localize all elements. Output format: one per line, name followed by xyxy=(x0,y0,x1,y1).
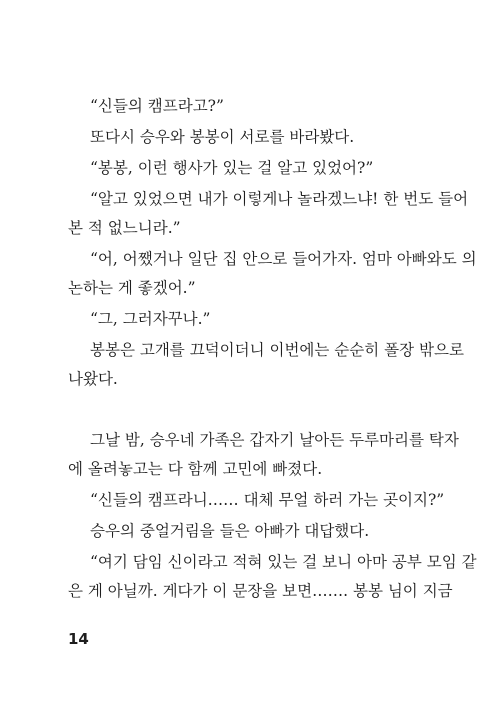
text-line-13: “신들의 캠프라니…… 대체 무얼 하러 가는 곳이지?” xyxy=(90,491,445,509)
text-line-15: “여기 담임 신이라고 적혀 있는 걸 보니 아마 공부 모임 같 xyxy=(90,553,477,571)
text-line-5: 본 적 없느니라.” xyxy=(68,219,181,237)
text-line-3: “봉봉, 이런 행사가 있는 걸 알고 있었어?” xyxy=(90,159,374,177)
text-line-6: “어, 어쨌거나 일단 집 안으로 들어가자. 엄마 아빠와도 의 xyxy=(90,250,477,268)
text-line-11: 그날 밤, 승우네 가족은 갑자기 날아든 두루마리를 탁자 xyxy=(90,431,459,449)
text-line-14: 승우의 중얼거림을 들은 아빠가 대답했다. xyxy=(90,522,370,540)
text-line-10: 나왔다. xyxy=(68,370,118,388)
text-line-1: “신들의 캠프라고?” xyxy=(90,97,224,115)
text-line-9: 봉봉은 고개를 끄덕이더니 이번에는 순순히 폴장 밖으로 xyxy=(90,341,464,359)
text-line-2: 또다시 승우와 봉봉이 서로를 바라봤다. xyxy=(90,128,355,146)
text-line-16: 은 게 아닐까. 게다가 이 문장을 보면……. 봉봉 님이 지금 xyxy=(68,582,453,600)
text-line-4: “알고 있었으면 내가 이렇게나 놀라겠느냐! 한 번도 들어 xyxy=(90,190,469,208)
text-line-12: 에 올려놓고는 다 함께 고민에 빠졌다. xyxy=(68,460,323,478)
text-line-7: 논하는 게 좋겠어.” xyxy=(68,279,196,297)
page-number: 14 xyxy=(68,630,89,648)
text-line-8: “그, 그러자꾸나.” xyxy=(90,310,211,328)
